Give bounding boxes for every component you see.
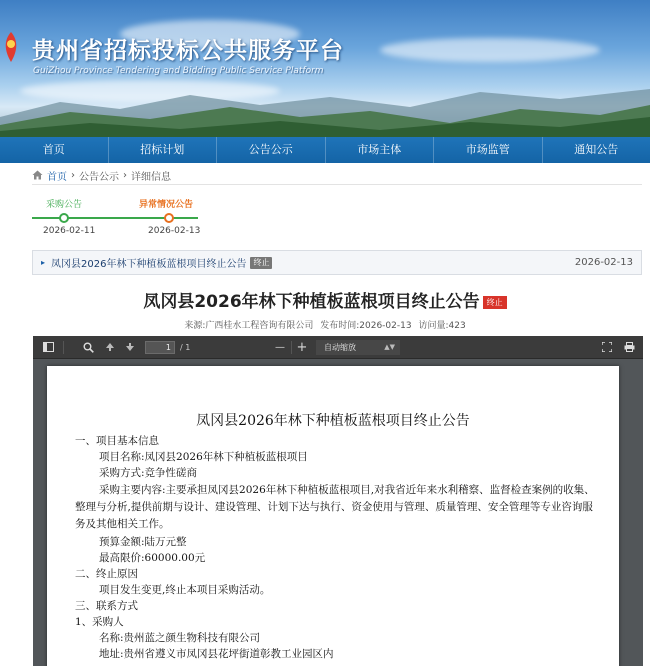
timeline-dot-active	[164, 213, 174, 223]
platform-logo-icon	[0, 30, 22, 64]
breadcrumb-home-link[interactable]: 首页	[47, 171, 67, 183]
notice-item[interactable]	[32, 250, 642, 275]
meta-time: 发布时间:2026-02-13	[320, 321, 412, 331]
article-meta	[0, 318, 650, 331]
fullscreen-icon[interactable]	[599, 336, 615, 359]
document-title: 凤冈县2026年林下种植板蓝根项目终止公告	[196, 413, 470, 429]
breadcrumb-section-link[interactable]: 公告公示	[79, 171, 119, 183]
procurement-content: 采购主要内容:主要承担凤冈县2026年林下种植板蓝根项目,对我省近年来水利稽察、监督检查案例的收集、整理与分析,提供前期与设计、建设管理、计划下达与执行、资金使用与管理、质量管理、安全管理等专业咨询服务及其他相关工作。	[75, 484, 595, 530]
nav-notices[interactable]: 通知公告	[574, 143, 619, 156]
timeline-segment	[64, 217, 168, 219]
divider	[32, 184, 642, 185]
notice-title[interactable]: 凤冈县2026年林下种植板蓝根项目终止公告	[51, 259, 247, 270]
status-badge: 终止	[483, 296, 507, 309]
pdf-viewer	[33, 336, 643, 666]
bullet-arrow-icon: ▸	[41, 258, 46, 267]
breadcrumb-current: 详细信息	[131, 171, 171, 183]
max-price: 最高限价:60000.00元	[99, 552, 206, 564]
zoom-out-button[interactable]: —	[275, 342, 285, 353]
nav-tender-plan[interactable]: 招标计划	[109, 137, 218, 163]
next-page-icon[interactable]	[121, 336, 139, 359]
section-heading: 一、项目基本信息	[75, 435, 159, 447]
header-banner	[0, 0, 650, 137]
page-title	[0, 287, 650, 312]
meta-visits: 访问量:423	[418, 321, 466, 331]
timeline-step-procurement[interactable]: 采购公告	[46, 200, 83, 210]
announcement-timeline	[32, 193, 232, 239]
section-heading: 二、终止原因	[75, 568, 138, 580]
sidebar-toggle-icon[interactable]	[39, 336, 57, 359]
buyer-name: 名称:贵州蓝之颜生物科技有限公司	[99, 632, 261, 644]
toolbar-separator	[63, 341, 64, 354]
site-title: 贵州省招标投标公共服务平台	[32, 38, 344, 64]
project-name: 项目名称:凤冈县2026年林下种植板蓝根项目	[99, 451, 308, 463]
timeline-date: 2026-02-11	[43, 226, 96, 236]
previous-page-icon[interactable]	[101, 336, 119, 359]
meta-source: 来源:广西桂水工程咨询有限公司	[184, 321, 314, 331]
nav-market-entities[interactable]: 市场主体	[326, 137, 435, 163]
pdf-page	[47, 366, 619, 666]
zoom-select-value: 自动缩放	[324, 343, 356, 352]
breadcrumb-separator: ›	[71, 169, 75, 181]
timeline-dot	[59, 213, 69, 223]
timeline-date: 2026-02-13	[148, 226, 201, 236]
buyer-address: 地址:贵州省遵义市凤冈县花坪街道彰教工业园区内	[99, 648, 334, 660]
breadcrumb	[32, 167, 642, 183]
zoom-select[interactable]	[316, 340, 400, 355]
section-heading: 三、联系方式	[75, 600, 138, 612]
nav-market-supervision[interactable]: 市场监管	[434, 137, 543, 163]
print-icon[interactable]	[621, 336, 637, 359]
notice-date: 2026-02-13	[574, 257, 633, 268]
search-icon[interactable]	[79, 336, 97, 359]
main-nav	[0, 137, 650, 163]
budget-amount: 预算金额:陆万元整	[99, 536, 187, 548]
page-title-text: 凤冈县2026年林下种植板蓝根项目终止公告	[143, 292, 480, 312]
page-number-input[interactable]: 1	[145, 341, 175, 354]
termination-reason: 项目发生变更,终止本项目采购活动。	[99, 584, 271, 596]
pdf-toolbar	[33, 336, 643, 359]
procurement-method: 采购方式:竞争性磋商	[99, 467, 198, 479]
toolbar-separator	[291, 341, 292, 354]
mountain-scenery	[0, 67, 650, 137]
home-icon	[32, 170, 43, 180]
nav-announcements[interactable]: 公告公示	[217, 137, 326, 163]
page-total: / 1	[180, 343, 191, 352]
zoom-in-button[interactable]: +	[296, 340, 308, 355]
status-badge: 终止	[250, 257, 272, 269]
chevron-down-icon: ▲▼	[384, 343, 395, 351]
site-subtitle: GuiZhou Province Tendering and Bidding Public Service Platform	[33, 66, 324, 76]
nav-home[interactable]: 首页	[0, 137, 109, 163]
timeline-step-exception[interactable]: 异常情况公告	[139, 200, 194, 210]
buyer-heading: 1、采购人	[75, 616, 124, 628]
breadcrumb-separator: ›	[123, 169, 127, 181]
